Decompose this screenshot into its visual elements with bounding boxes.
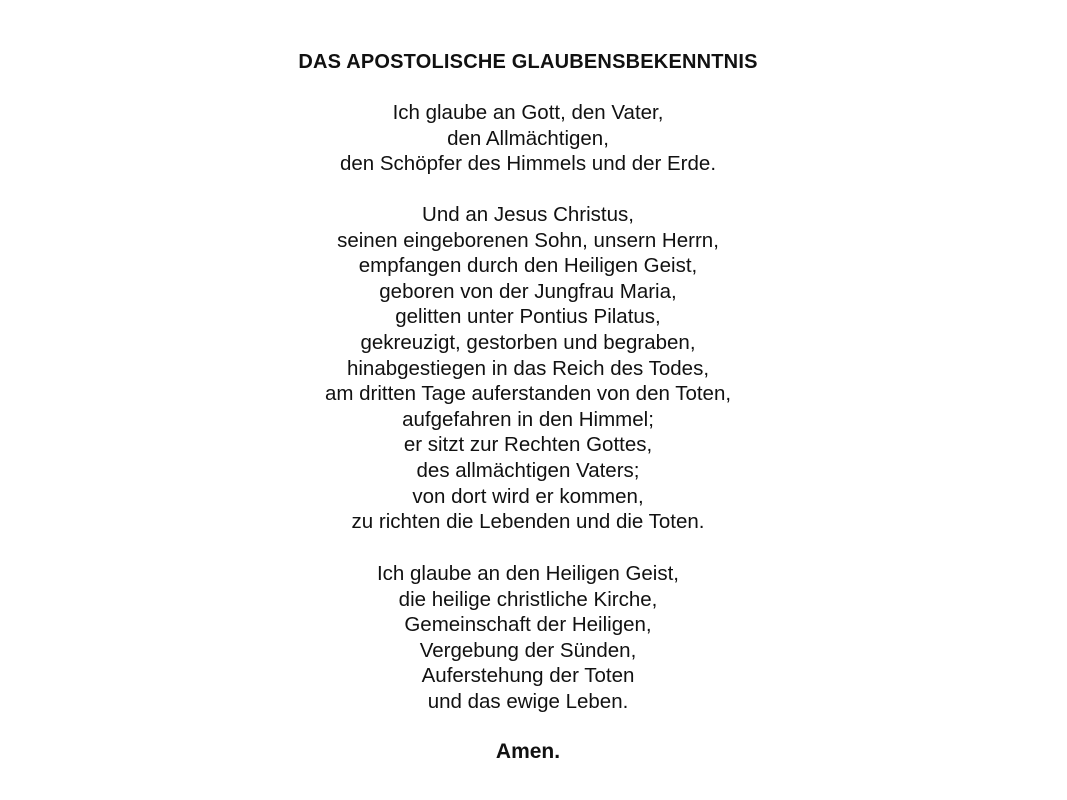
stanza-line: Vergebung der Sünden, bbox=[419, 638, 637, 662]
stanza-line: aufgefahren in den Himmel; bbox=[402, 407, 654, 431]
stanza-line: seinen eingeborenen Sohn, unsern Herrn, bbox=[337, 228, 719, 252]
stanza-line: gelitten unter Pontius Pilatus, bbox=[395, 305, 661, 329]
stanza-line: Auferstehung der Toten bbox=[421, 664, 635, 688]
stanza-line: und das ewige Leben. bbox=[427, 689, 629, 713]
stanza-line: Ich glaube an den Heiligen Geist, bbox=[376, 562, 679, 585]
stanza-line: des allmächtigen Vaters; bbox=[416, 458, 640, 482]
stanza-father bbox=[0, 100, 1056, 177]
stanza-line: hinabgestiegen in das Reich des Todes, bbox=[346, 356, 710, 380]
stanza-son bbox=[0, 202, 1056, 535]
closing-amen: Amen. bbox=[495, 740, 561, 763]
stanza-line: er sitzt zur Rechten Gottes, bbox=[403, 433, 653, 457]
stanza-line: Und an Jesus Christus, bbox=[422, 203, 634, 226]
stanza-line: am dritten Tage auferstanden von den Toten, bbox=[324, 382, 732, 406]
stanza-line: geboren von der Jungfrau Maria, bbox=[379, 279, 677, 303]
stanza-line: gekreuzigt, gestorben und begraben, bbox=[360, 330, 696, 354]
stanza-line: von dort wird er kommen, bbox=[412, 484, 644, 508]
stanza-line: Ich glaube an Gott, den Vater, bbox=[392, 101, 664, 124]
stanza-line: Gemeinschaft der Heiligen, bbox=[404, 613, 652, 637]
stanza-line: zu richten die Lebenden und die Toten. bbox=[351, 510, 705, 534]
document-title: DAS APOSTOLISCHE GLAUBENSBEKENNTNIS bbox=[298, 51, 758, 73]
stanza-spirit bbox=[0, 561, 1056, 715]
stanza-line: den Schöpfer des Himmels und der Erde. bbox=[339, 152, 717, 176]
stanza-line: den Allmächtigen, bbox=[447, 126, 609, 150]
stanza-line: die heilige christliche Kirche, bbox=[398, 587, 658, 611]
stanza-line: empfangen durch den Heiligen Geist, bbox=[358, 254, 698, 278]
